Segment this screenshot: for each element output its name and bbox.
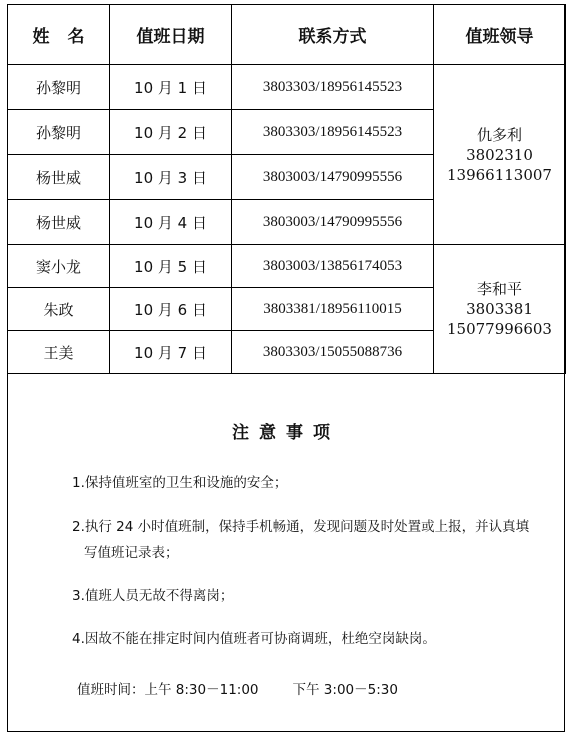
note-item: 4.因故不能在排定时间内值班者可协商调班，杜绝空岗缺岗。 — [72, 631, 436, 647]
table-row — [8, 245, 566, 288]
duty-phone: 3803303/18956145523 — [232, 110, 434, 155]
duty-phone: 3803003/14790995556 — [232, 200, 434, 245]
header-leader: 值班领导 — [434, 5, 566, 65]
leader-cell-2 — [434, 245, 566, 374]
leader-name: 仇多利 — [476, 125, 522, 144]
header-date: 值班日期 — [110, 5, 232, 65]
leader-office-phone: 3802310 — [466, 145, 533, 164]
note-item: 3.值班人员无故不得离岗； — [72, 588, 234, 604]
duty-phone: 3803303/18956145523 — [232, 65, 434, 110]
duty-hours-afternoon: 下午 3:00－5:30 — [292, 682, 398, 698]
duty-phone: 3803003/13856174053 — [232, 245, 434, 288]
duty-phone: 3803003/14790995556 — [232, 155, 434, 200]
duty-hours-label: 值班时间： — [77, 682, 145, 698]
leader-cell-1 — [434, 65, 566, 245]
leader-office-phone: 3803381 — [466, 300, 533, 318]
duty-name: 孙黎明 — [8, 110, 110, 155]
duty-date: 10 月 3 日 — [110, 155, 232, 200]
duty-name: 孙黎明 — [8, 65, 110, 110]
duty-name: 窦小龙 — [8, 245, 110, 288]
table-row — [8, 65, 566, 110]
duty-phone: 3803303/15055088736 — [232, 331, 434, 374]
leader-mobile: 15077996603 — [447, 320, 552, 338]
duty-name: 杨世威 — [8, 200, 110, 245]
duty-date: 10 月 4 日 — [110, 200, 232, 245]
duty-name: 杨世威 — [8, 155, 110, 200]
duty-date: 10 月 2 日 — [110, 110, 232, 155]
table-header-row — [8, 5, 566, 65]
note-item: 1.保持值班室的卫生和设施的安全； — [72, 475, 288, 491]
note-item — [72, 514, 562, 566]
duty-date: 10 月 1 日 — [110, 65, 232, 110]
header-name: 姓名 — [8, 5, 110, 65]
duty-date: 10 月 5 日 — [110, 245, 232, 288]
notes-section — [7, 372, 565, 732]
leader-mobile: 13966113007 — [447, 165, 552, 184]
duty-name: 朱政 — [8, 288, 110, 331]
duty-hours-morning: 上午 8:30－11:00 — [144, 682, 259, 698]
header-contact: 联系方式 — [232, 5, 434, 65]
duty-roster-table — [7, 4, 566, 374]
leader-name: 李和平 — [476, 280, 522, 298]
duty-hours — [77, 678, 432, 698]
duty-name: 王美 — [8, 331, 110, 374]
notes-title: 注意事项 — [232, 423, 340, 443]
note-item-continuation: 写值班记录表； — [84, 545, 179, 561]
duty-date: 10 月 6 日 — [110, 288, 232, 331]
note-item-line: 2.执行 24 小时值班制，保持手机畅通，发现问题及时处置或上报，并认真填 — [72, 519, 530, 535]
duty-phone: 3803381/18956110015 — [232, 288, 434, 331]
duty-date: 10 月 7 日 — [110, 331, 232, 374]
